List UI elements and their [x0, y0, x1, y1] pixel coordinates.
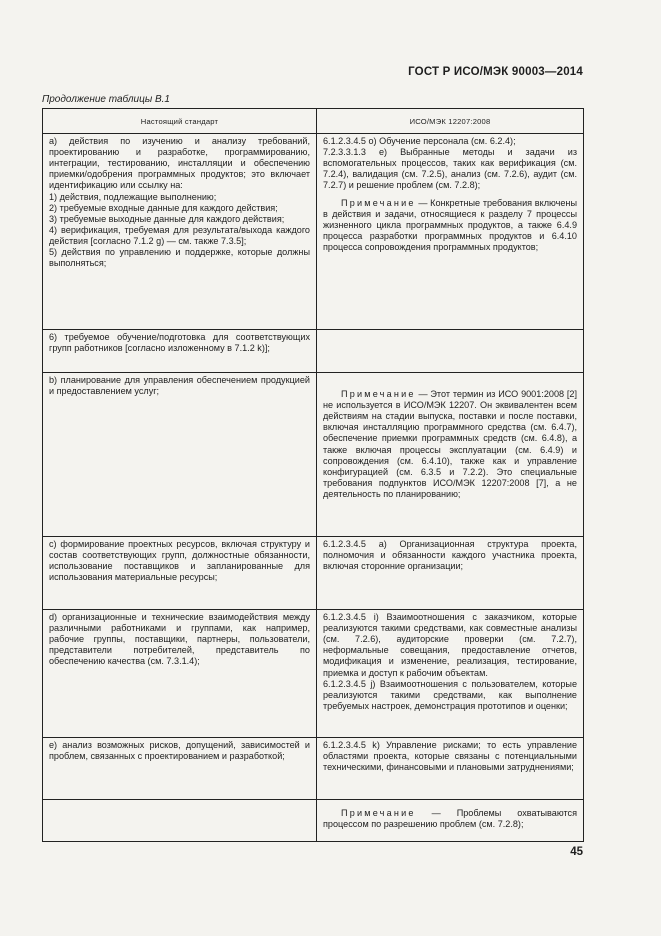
- left-cell: [43, 134, 317, 330]
- table-caption: Продолжение таблицы В.1: [42, 94, 170, 105]
- note-text: — Этот термин из ИСО 9001:2008 [2] не используется в ИСО/МЭК 12207. Он эквивалентен всем действиям на стадии выпуска, поставки и после поставки, включая инсталляцию программного средства (см. 6.4.7), обеспечение приемки программных средств (см. 6.4.8), а также включая процессы эксплуатации (см. 6.4.9) и сопровождения (см. 6.4.10), также как и управление конфигурацией (см. 6.3.5 и 7.2.2). Это специальные требования подпунктов ИСО/МЭК 12207:2008 [7], а не деятельность по планированию;: [323, 389, 577, 499]
- cell-text: e) анализ возможных рисков, допущений, зависимостей и проблем, связанных с проектированием и разработкой;: [49, 740, 310, 762]
- cell-text: 6.1.2.3.4.5 a) Организационная структура проекта, полномочия и обязанности каждого участника проекта, включая сторонние организации;: [323, 539, 577, 572]
- cell-text: 6.1.2.3.4.5 j) Взаимоотношения с пользователем, которые реализуются такими средствами, как выполнение требуемых настроек, демонстрация прототипов и оценки;: [323, 678, 577, 711]
- cell-text: 5) действия по управлению и поддержке, которые должны выполняться;: [49, 247, 310, 269]
- table-header-row: [43, 109, 584, 134]
- table-row: [43, 134, 584, 330]
- right-cell: [317, 738, 584, 800]
- note-label: Примечание: [341, 197, 416, 208]
- cell-text: 4) верификация, требуемая для результата/выхода каждого действия [согласно 7.1.2 g) — см. также 7.3.5];: [49, 224, 310, 246]
- page-number: 45: [570, 846, 583, 858]
- cell-text: 6.1.2.3.4.5 k) Управление рисками; то есть управление областями проекта, которые связаны с потенциальными техническими, финансовыми и плановыми затруднениями;: [323, 740, 577, 773]
- cell-text: 1) действия, подлежащие выполнению;: [49, 191, 217, 202]
- table-row: [43, 537, 584, 610]
- note-label: Примечание: [341, 808, 416, 819]
- note-text: — Проблемы охватываются процессом по разрешению проблем (см. 7.2.8);: [323, 808, 578, 830]
- column-header-this-standard: Настоящий стандарт: [43, 109, 317, 134]
- left-cell: [43, 800, 317, 842]
- cell-text: a) действия по изучению и анализу требований, проектированию и разработке, программированию, интеграции, тестированию, инсталляции и обеспечению приемки/одобрения программных продуктов; это включает идентификацию или ссылку на:: [49, 136, 310, 191]
- right-cell: [317, 800, 584, 842]
- note: [323, 808, 577, 830]
- column-header-iso-12207: ИСО/МЭК 12207:2008: [317, 109, 584, 134]
- left-cell: [43, 610, 317, 738]
- note-text: — Конкретные требования включены в действия и задачи, относящиеся к разделу 7 процессы жизненного цикла программных продуктов, а также 6.4.9 процесса разработки программных продуктов и 6.4.10 процесса сопровождения программных продуктов;: [323, 197, 577, 252]
- table-row: [43, 738, 584, 800]
- comparison-table: [42, 108, 584, 842]
- note: [323, 198, 577, 253]
- cell-text: c) формирование проектных ресурсов, включая структуру и состав соответствующих групп, должностные обязанности, использование поставщиков и запланированные для использования материальные ресурсы;: [49, 539, 310, 583]
- right-cell: [317, 373, 584, 537]
- cell-text: 2) требуемые входные данные для каждого действия;: [49, 202, 278, 213]
- table-row: [43, 800, 584, 842]
- note-label: Примечание: [341, 389, 416, 400]
- left-cell: [43, 330, 317, 373]
- right-cell: [317, 330, 584, 373]
- left-cell: [43, 537, 317, 610]
- table-row: [43, 330, 584, 373]
- cell-text: 6.1.2.3.4.5 o) Обучение персонала (см. 6.2.4);: [323, 136, 516, 147]
- cell-text: 7.2.3.3.1.3 e) Выбранные методы и задачи из вспомогательных процессов, таких как верификация (см. 7.2.4), валидация (см. 7.2.5), анализ (см. 7.2.6), аудит (см. 7.2.7) и решение проблем (см. 7.2.8);: [323, 147, 577, 191]
- cell-text: b) планирование для управления обеспечением продукцией и предоставлением услуг;: [49, 375, 310, 397]
- cell-text: d) организационные и технические взаимодействия между различными работниками и группами, как например, рабочие группы, поставщики, партнеры, пользователи, представители потребителей, представитель по обеспечению качества (см. 7.3.1.4);: [49, 612, 310, 667]
- table-row: [43, 373, 584, 537]
- cell-text: 3) требуемые выходные данные для каждого действия;: [49, 213, 285, 224]
- note: [323, 389, 577, 500]
- document-header: ГОСТ Р ИСО/МЭК 90003—2014: [408, 66, 583, 78]
- right-cell: [317, 610, 584, 738]
- left-cell: [43, 373, 317, 537]
- right-cell: [317, 537, 584, 610]
- left-cell: [43, 738, 317, 800]
- cell-text: 6.1.2.3.4.5 i) Взаимоотношения с заказчиком, которые реализуются такими средствами, как совместные анализы (см. 7.2.6), аудиторские проверки (см. 7.2.7), неформальные совещания, предоставление отчетов, модификация и изменение, реализация, тестирование, приемка и доступ к рабочим объектам.: [323, 612, 577, 678]
- right-cell: [317, 134, 584, 330]
- table-row: [43, 610, 584, 738]
- cell-text: 6) требуемое обучение/подготовка для соответствующих групп работников [согласно изложенному в 7.1.2 k)];: [49, 332, 310, 354]
